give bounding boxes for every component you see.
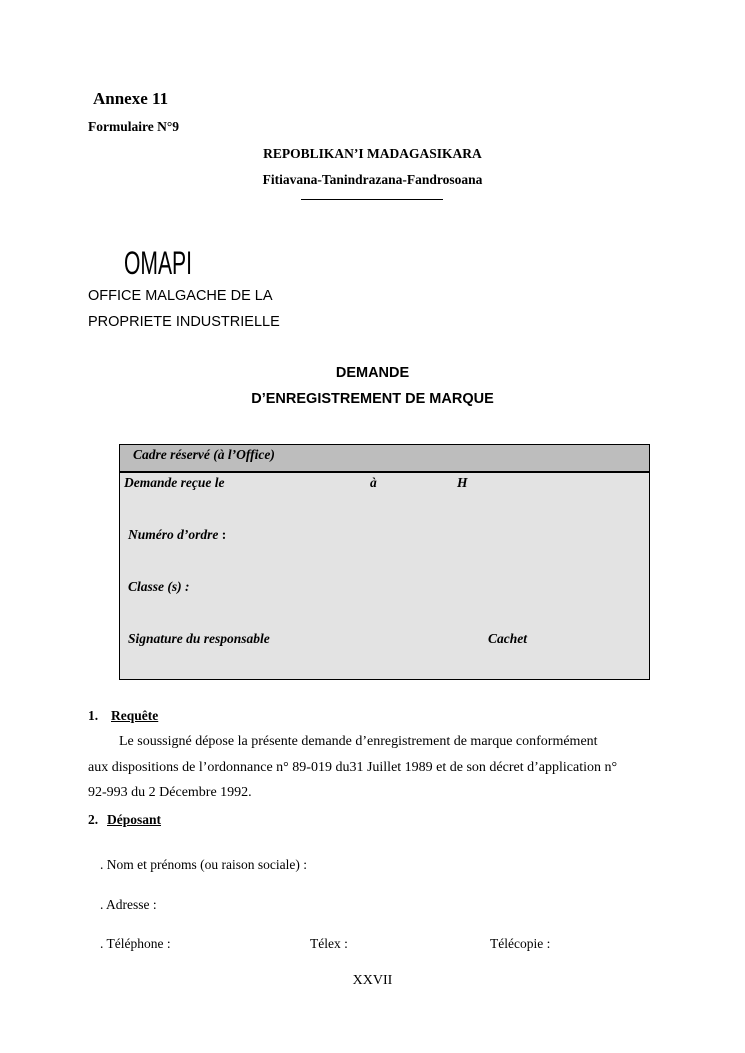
- reserved-box-title: Cadre réservé (à l’Office): [133, 447, 275, 462]
- applicant-telex-field: Télex :: [310, 936, 348, 951]
- order-number-label: Numéro d’ordre :: [128, 527, 227, 542]
- logo-text: OMAPI: [124, 245, 192, 280]
- request-paragraph-line2: aux dispositions de l’ordonnance n° 89-019 du31 Juillet 1989 et de son décret d’application n°: [88, 760, 618, 775]
- separator-line: [301, 199, 443, 200]
- applicant-name-field: . Nom et prénoms (ou raison sociale) :: [100, 857, 307, 872]
- applicant-phone-field: . Téléphone :: [100, 936, 171, 951]
- national-motto: Fitiavana-Tanindrazana-Fandrosoana: [262, 172, 483, 187]
- office-reserved-box: [119, 444, 650, 680]
- page-number: XXVII: [352, 973, 393, 988]
- received-date-label: Demande reçue le: [124, 475, 225, 490]
- document-title-line2: D’ENREGISTREMENT DE MARQUE: [251, 391, 494, 407]
- section1-number: 1.: [88, 708, 99, 723]
- section2-number: 2.: [88, 812, 99, 827]
- stamp-label: Cachet: [488, 631, 527, 646]
- signature-label: Signature du responsable: [128, 631, 270, 646]
- applicant-address-field: . Adresse :: [100, 897, 157, 912]
- form-number: Formulaire N°9: [88, 119, 180, 134]
- request-paragraph-line3: 92-993 du 2 Décembre 1992.: [88, 785, 252, 800]
- reserved-box-header: [120, 445, 649, 473]
- section1-title: Requête: [111, 708, 159, 723]
- applicant-fax-field: Télécopie :: [490, 936, 551, 951]
- request-paragraph-line1: Le soussigné dépose la présente demande d’enregistrement de marque conformément: [119, 734, 598, 749]
- received-at-label: à: [370, 475, 377, 490]
- received-hour-label: H: [457, 475, 468, 490]
- office-name-line1: OFFICE MALGACHE DE LA: [88, 288, 273, 304]
- republic-name: REPOBLIKAN’I MADAGASIKARA: [263, 146, 482, 161]
- document-title-line1: DEMANDE: [335, 365, 410, 381]
- annex-label: Annexe 11: [93, 89, 169, 108]
- section2-title: Déposant: [107, 812, 162, 827]
- office-name-line2: PROPRIETE INDUSTRIELLE: [88, 314, 280, 330]
- class-label: Classe (s) :: [128, 579, 190, 594]
- omapi-logo: [122, 244, 202, 280]
